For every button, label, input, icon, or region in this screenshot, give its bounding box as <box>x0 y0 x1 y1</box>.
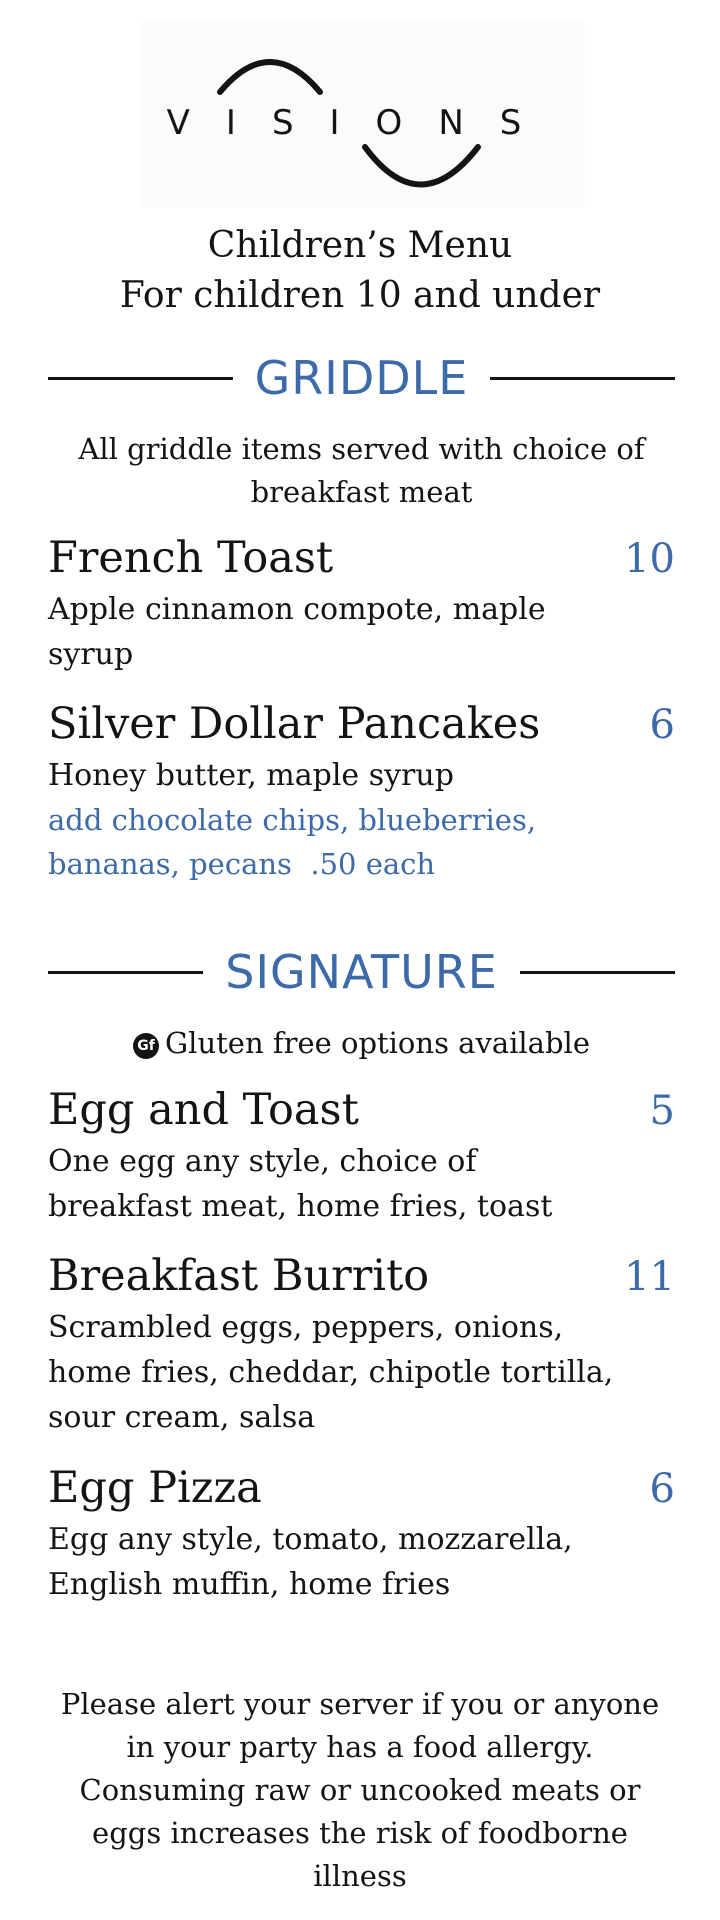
menu-title: Children’s Menu <box>207 225 513 266</box>
divider-left <box>48 377 233 380</box>
menu-item-silver-dollar-pancakes <box>48 696 675 886</box>
signature-note <box>48 1022 675 1065</box>
item-price: 10 <box>624 536 675 582</box>
item-price: 5 <box>649 1088 675 1134</box>
item-name: Egg Pizza <box>48 1463 262 1513</box>
menu-item-egg-pizza <box>48 1460 675 1607</box>
item-description: Scrambled eggs, peppers, onions, home fries, cheddar, chipotle tortilla, sour cream, salsa <box>48 1310 614 1435</box>
divider-right <box>490 377 675 380</box>
griddle-note: All griddle items served with choice of breakfast meat <box>78 432 645 509</box>
menu-subtitle: For children 10 and under <box>119 275 601 316</box>
item-name: Breakfast Burrito <box>48 1251 430 1301</box>
divider-right <box>520 971 675 974</box>
visions-logo <box>140 22 585 207</box>
item-price: 11 <box>624 1254 675 1300</box>
item-addon: add chocolate chips, blueberries, bananas, pecans .50 each <box>48 803 537 881</box>
menu-item-breakfast-burrito <box>48 1248 675 1440</box>
menu-item-french-toast <box>48 530 675 677</box>
logo-arcs <box>140 22 585 207</box>
section-title-griddle: GRIDDLE <box>254 351 469 405</box>
item-description: Honey butter, maple syrup <box>48 758 454 793</box>
item-description: Apple cinnamon compote, maple syrup <box>48 592 546 672</box>
item-price: 6 <box>649 1466 675 1512</box>
item-price: 6 <box>649 702 675 748</box>
section-header-griddle <box>48 348 675 408</box>
section-title-signature: SIGNATURE <box>225 945 498 999</box>
item-name: French Toast <box>48 533 334 583</box>
section-header-signature <box>48 942 675 1002</box>
menu-item-egg-and-toast <box>48 1082 675 1229</box>
divider-left <box>48 971 203 974</box>
item-name: Silver Dollar Pancakes <box>48 699 541 749</box>
logo-text: VISIONS <box>166 103 558 143</box>
item-description: Egg any style, tomato, mozzarella, English muffin, home fries <box>48 1522 573 1602</box>
item-name: Egg and Toast <box>48 1085 359 1135</box>
allergy-notice: Please alert your server if you or anyone in your party has a food allergy. Consuming raw or uncooked meats or eggs increases the risk of foodborne illness <box>60 1687 660 1893</box>
gluten-free-note: Gluten free options available <box>165 1026 590 1060</box>
gluten-free-icon: Gf <box>133 1033 159 1059</box>
item-description: One egg any style, choice of breakfast meat, home fries, toast <box>48 1144 553 1224</box>
